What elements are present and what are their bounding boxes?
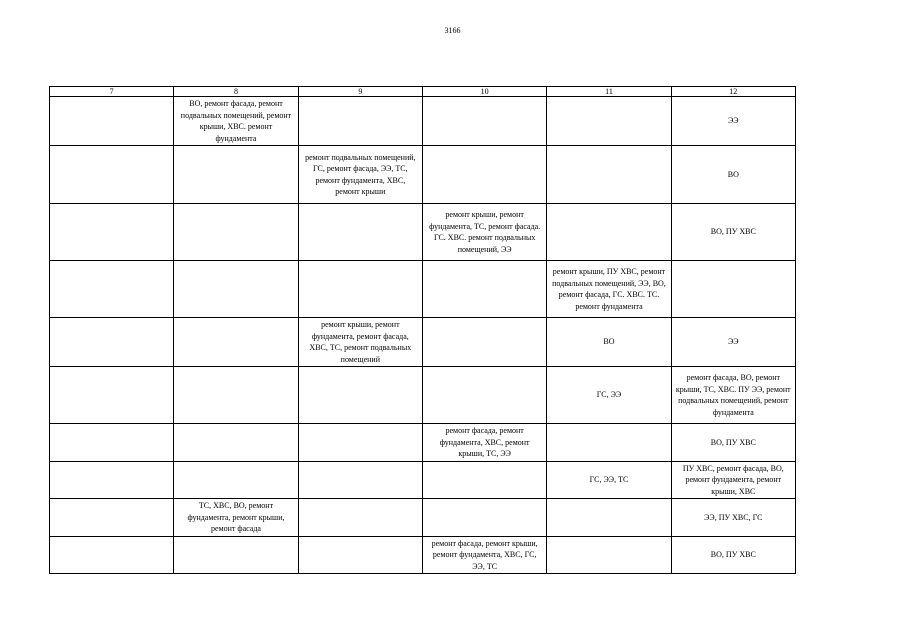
table-cell bbox=[50, 499, 174, 537]
table-cell bbox=[422, 367, 546, 424]
table-cell bbox=[298, 97, 422, 146]
table-cell: ремонт подвальных помещений, ГС, ремонт фасада, ЭЭ, ТС, ремонт фундамента, ХВС, ремонт крыши bbox=[298, 146, 422, 204]
table-cell: ремонт фасада, ремонт фундамента, ХВС, ремонт крыши, ТС, ЭЭ bbox=[422, 424, 546, 462]
table-row bbox=[50, 536, 796, 574]
header-row bbox=[50, 87, 796, 97]
table-cell bbox=[422, 146, 546, 204]
table-cell bbox=[298, 461, 422, 499]
table-cell bbox=[547, 146, 671, 204]
table-cell bbox=[50, 204, 174, 261]
table-cell bbox=[298, 367, 422, 424]
table-cell bbox=[50, 146, 174, 204]
table-cell bbox=[174, 424, 298, 462]
table-cell: ВО, ремонт фасада, ремонт подвальных помещений, ремонт крыши, ХВС. ремонт фундамента bbox=[174, 97, 298, 146]
column-header-8: 8 bbox=[174, 87, 298, 97]
table-cell: ГС, ЭЭ bbox=[547, 367, 671, 424]
table-row bbox=[50, 499, 796, 537]
table-cell bbox=[422, 499, 546, 537]
table-cell bbox=[174, 146, 298, 204]
table-cell bbox=[422, 97, 546, 146]
table-cell: ЭЭ, ПУ ХВС, ГС bbox=[671, 499, 795, 537]
table-cell: ВО, ПУ ХВС bbox=[671, 536, 795, 574]
page-number: 3166 bbox=[444, 26, 461, 35]
table-cell bbox=[50, 318, 174, 367]
table-cell bbox=[50, 461, 174, 499]
table-cell bbox=[547, 204, 671, 261]
table-cell: ремонт крыши, ремонт фундамента, ТС, ремонт фасада. ГС. ХВС. ремонт подвальных помещений, ЭЭ bbox=[422, 204, 546, 261]
table-cell: ВО bbox=[671, 146, 795, 204]
table-cell bbox=[671, 261, 795, 318]
table-row bbox=[50, 367, 796, 424]
table-cell bbox=[174, 367, 298, 424]
table-cell bbox=[174, 536, 298, 574]
table-cell bbox=[50, 367, 174, 424]
table-cell bbox=[422, 261, 546, 318]
table-cell bbox=[422, 461, 546, 499]
table-cell bbox=[298, 261, 422, 318]
table-cell: ремонт крыши, ПУ ХВС, ремонт подвальных помещений, ЭЭ, ВО, ремонт фасада, ГС. ХВС. ТС. ремонт фундамента bbox=[547, 261, 671, 318]
table-row bbox=[50, 204, 796, 261]
table-row bbox=[50, 97, 796, 146]
table-cell bbox=[50, 261, 174, 318]
table-cell bbox=[547, 499, 671, 537]
table-cell: ПУ ХВС, ремонт фасада, ВО, ремонт фундамента, ремонт крыши, ХВС bbox=[671, 461, 795, 499]
column-header-7: 7 bbox=[50, 87, 174, 97]
table-cell bbox=[547, 424, 671, 462]
table-row bbox=[50, 261, 796, 318]
table-cell bbox=[50, 536, 174, 574]
table-row bbox=[50, 146, 796, 204]
table-cell bbox=[174, 461, 298, 499]
table-cell bbox=[174, 261, 298, 318]
table-cell: ремонт крыши, ремонт фундамента, ремонт фасада, ХВС, ТС, ремонт подвальных помещений bbox=[298, 318, 422, 367]
table-row bbox=[50, 318, 796, 367]
column-header-10: 10 bbox=[422, 87, 546, 97]
table-row bbox=[50, 424, 796, 462]
table-cell bbox=[298, 536, 422, 574]
table-cell bbox=[547, 97, 671, 146]
column-header-12: 12 bbox=[671, 87, 795, 97]
table-cell bbox=[547, 536, 671, 574]
column-header-9: 9 bbox=[298, 87, 422, 97]
data-table bbox=[49, 86, 796, 574]
table-cell: ВО bbox=[547, 318, 671, 367]
column-header-11: 11 bbox=[547, 87, 671, 97]
table-cell: ЭЭ bbox=[671, 318, 795, 367]
table-cell: ВО, ПУ ХВС bbox=[671, 204, 795, 261]
table-cell: ТС, ХВС, ВО, ремонт фундамента, ремонт крыши, ремонт фасада bbox=[174, 499, 298, 537]
table-cell bbox=[50, 424, 174, 462]
table-cell bbox=[174, 318, 298, 367]
table-cell bbox=[422, 318, 546, 367]
table-cell: ГС, ЭЭ, ТС bbox=[547, 461, 671, 499]
table-cell bbox=[298, 424, 422, 462]
table-cell bbox=[298, 499, 422, 537]
table-cell: ЭЭ bbox=[671, 97, 795, 146]
table-row bbox=[50, 461, 796, 499]
table-cell bbox=[298, 204, 422, 261]
table-cell: ВО, ПУ ХВС bbox=[671, 424, 795, 462]
table-cell: ремонт фасада, ремонт крыши, ремонт фундамента, ХВС, ГС, ЭЭ, ТС bbox=[422, 536, 546, 574]
table-cell: ремонт фасада, ВО, ремонт крыши, ТС, ХВС. ПУ ЭЭ, ремонт подвальных помещений, ремонт фундамента bbox=[671, 367, 795, 424]
table-cell bbox=[50, 97, 174, 146]
table-cell bbox=[174, 204, 298, 261]
